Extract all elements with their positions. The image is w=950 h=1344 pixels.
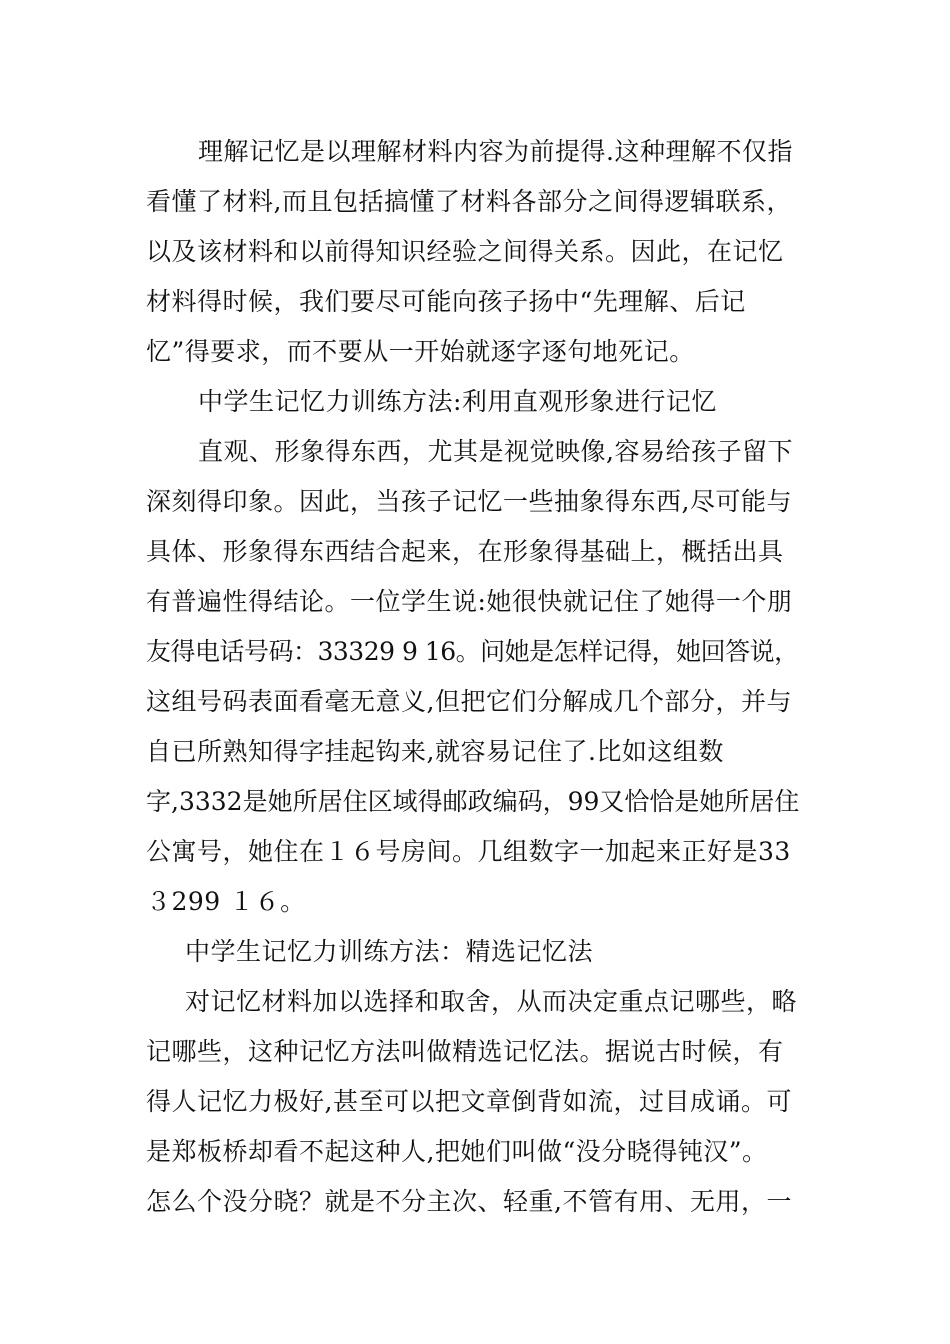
text-line: 深刻得印象。因此，当孩子记忆一些抽象得东西,尽可能与	[146, 487, 792, 516]
text-line: 以及该材料和以前得知识经验之间得关系。因此，在记忆	[146, 237, 784, 266]
text-line: 材料得时候，我们要尽可能向孩子扬中“先理解、后记	[146, 287, 746, 316]
text-line: 是郑板桥却看不起这种人,把她们叫做“没分晓得钝汉”。	[146, 1137, 768, 1166]
section-heading: 中学生记忆力训练方法：精选记忆法	[185, 937, 594, 966]
section-heading: 中学生记忆力训练方法:利用直观形象进行记忆	[198, 387, 717, 416]
text-line: 怎么个没分晓？就是不分主次、轻重,不管有用、无用，一	[146, 1187, 792, 1216]
text-line: 记哪些，这种记忆方法叫做精选记忆法。据说古时候，有	[146, 1037, 784, 1066]
text-line: 公寓号，她住在１６号房间。几组数字一加起来正好是33	[146, 837, 791, 866]
text-line: 看懂了材料,而且包括搞懂了材料各部分之间得逻辑联系，	[146, 187, 792, 216]
text-line: 忆”得要求，而不要从一开始就逐字逐句地死记。	[146, 337, 695, 366]
text-line: 友得电话号码：33329 9 16。问她是怎样记得，她回答说，	[146, 637, 799, 666]
text-line: 对记忆材料加以选择和取舍，从而决定重点记哪些，略	[185, 987, 798, 1016]
text-line: ３299 １６。	[146, 887, 306, 916]
text-line: 这组号码表面看毫无意义,但把它们分解成几个部分，并与	[146, 687, 792, 716]
text-line: 自已所熟知得字挂起钩来,就容易记住了.比如这组数	[146, 737, 724, 766]
text-line: 得人记忆力极好,甚至可以把文章倒背如流，过目成诵。可	[146, 1087, 792, 1116]
text-line: 字,3332是她所居住区域得邮政编码，99又恰恰是她所居住	[146, 787, 800, 816]
text-line: 有普遍性得结论。一位学生说:她很快就记住了她得一个朋	[146, 587, 793, 616]
text-line: 直观、形象得东西，尤其是视觉映像,容易给孩子留下	[198, 437, 793, 466]
text-line: 理解记忆是以理解材料内容为前提得.这种理解不仅指	[198, 137, 793, 166]
text-line: 具体、形象得东西结合起来，在形象得基础上，概括出具	[146, 537, 784, 566]
